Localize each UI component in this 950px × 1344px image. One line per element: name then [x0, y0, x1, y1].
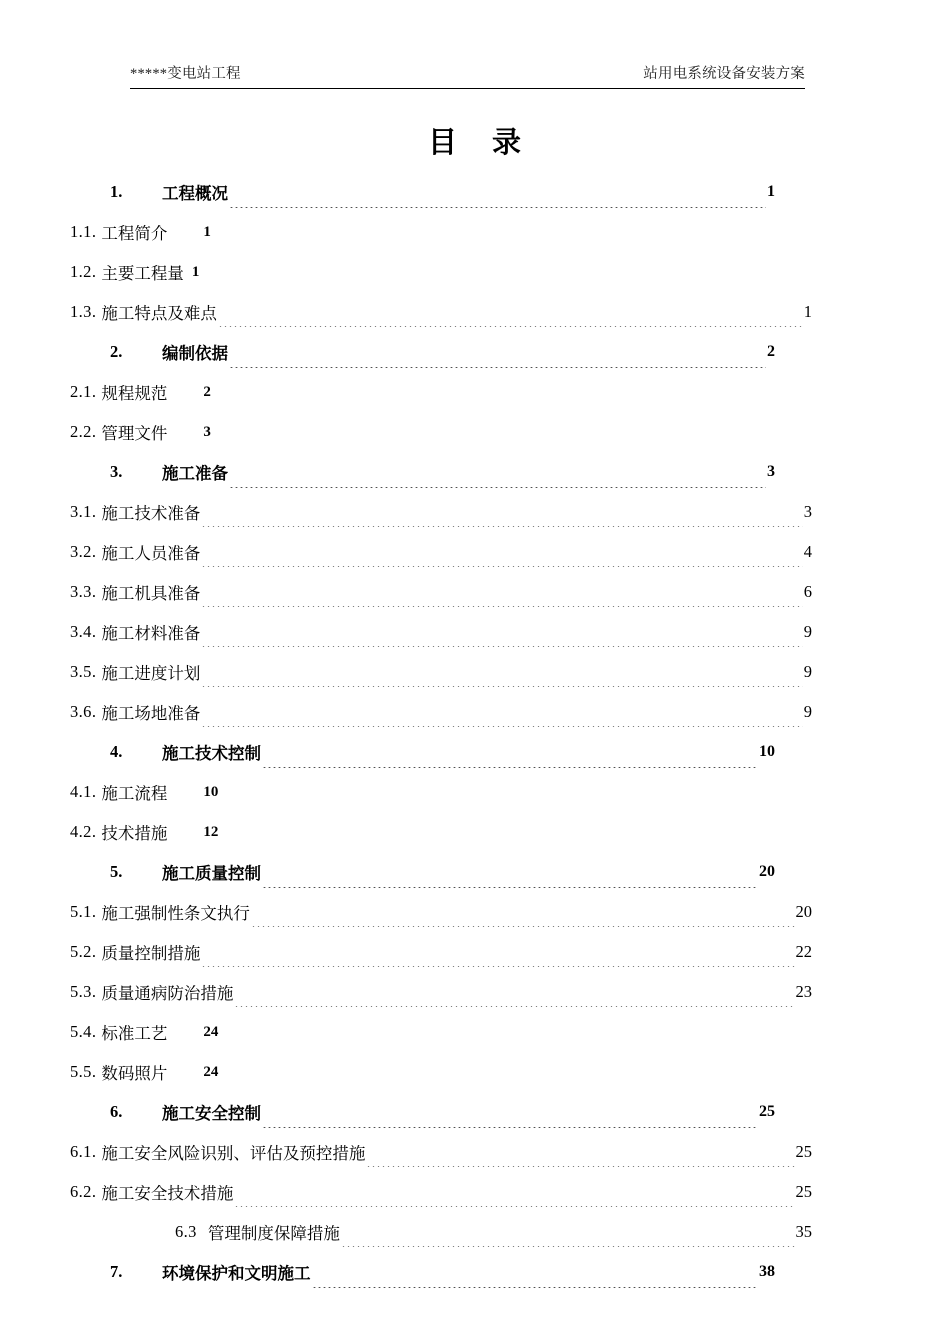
toc-entry-number: 5.2.: [70, 942, 97, 961]
toc-entry-number: 4.: [110, 742, 123, 761]
toc-entry[interactable]: [0, 772, 950, 812]
toc-entry-title: 环境保护和文明施工: [162, 1264, 311, 1283]
toc-entry[interactable]: [0, 212, 950, 252]
toc-entry-number: 7.: [110, 1262, 123, 1281]
toc-entry[interactable]: [0, 572, 950, 612]
header-document-title: 站用电系统设备安装方案: [643, 66, 805, 82]
page-title-char-2: 录: [492, 127, 523, 159]
toc-entry-title: 施工技术控制: [162, 744, 261, 763]
toc-entry[interactable]: [0, 932, 950, 972]
toc-entry-title: 质量通病防治措施: [101, 984, 234, 1003]
toc-entry-page-number: 24: [203, 1063, 219, 1080]
toc-entry-number: 5.3.: [70, 982, 97, 1001]
toc-entry[interactable]: [0, 372, 950, 412]
toc-entry[interactable]: [0, 452, 950, 492]
toc-entry[interactable]: [0, 1092, 950, 1132]
toc-entry-title: 施工准备: [162, 464, 228, 483]
toc-entry-title: 施工安全控制: [162, 1104, 261, 1123]
toc-entry[interactable]: [0, 892, 950, 932]
toc-dot-leader: [201, 566, 802, 567]
toc-entry-title: 施工场地准备: [101, 704, 201, 723]
toc-entry-number: 1.1.: [70, 222, 97, 241]
toc-entry-page-number: 25: [795, 1182, 812, 1201]
toc-entry-number: 3.1.: [70, 502, 97, 521]
toc-entry[interactable]: [0, 612, 950, 652]
toc-entry[interactable]: [0, 1172, 950, 1212]
toc-entry-title: 施工进度计划: [101, 664, 201, 683]
toc-entry-title: 施工强制性条文执行: [101, 904, 250, 923]
toc-entry-title: 质量控制措施: [101, 944, 201, 963]
toc-entry-title: 施工机具准备: [101, 584, 201, 603]
toc-dot-leader: [201, 966, 794, 967]
toc-dot-leader: [201, 686, 802, 687]
toc-dot-leader: [341, 1246, 795, 1247]
toc-entry-page-number: 4: [803, 542, 812, 561]
page-title: [0, 120, 950, 161]
header-project-name: *****变电站工程: [130, 66, 241, 82]
toc-entry-title: 数码照片: [101, 1064, 168, 1083]
toc-entry[interactable]: [0, 492, 950, 532]
toc-entry[interactable]: [0, 1052, 950, 1092]
toc-entry-page-number: 9: [803, 622, 812, 641]
toc-entry-title: 工程概况: [162, 184, 228, 203]
toc-entry-number: 2.2.: [70, 422, 97, 441]
toc-entry-number: 4.2.: [70, 822, 97, 841]
toc-entry[interactable]: [0, 1212, 950, 1252]
toc-entry-title: 主要工程量: [101, 264, 184, 283]
toc-dot-leader: [234, 1206, 794, 1207]
toc-entry-page-number: 9: [803, 662, 812, 681]
toc-dot-leader: [229, 367, 766, 368]
toc-entry-number: 3.3.: [70, 582, 97, 601]
toc-entry-page-number: 10: [203, 783, 219, 800]
toc-entry[interactable]: [0, 532, 950, 572]
toc-entry-title: 施工安全技术措施: [101, 1184, 234, 1203]
toc-entry-number: 6.: [110, 1102, 123, 1121]
toc-entry-number: 3.6.: [70, 702, 97, 721]
toc-entry-page-number: 3: [803, 502, 812, 521]
toc-entry-number: 5.1.: [70, 902, 97, 921]
toc-entry-title: 施工技术准备: [101, 504, 201, 523]
toc-entry[interactable]: [0, 692, 950, 732]
toc-entry-page-number: 1: [191, 263, 200, 280]
toc-entry[interactable]: [0, 972, 950, 1012]
toc-entry[interactable]: [0, 332, 950, 372]
toc-entry-page-number: 23: [795, 982, 812, 1001]
toc-dot-leader: [201, 526, 802, 527]
toc-entry-number: 1.3.: [70, 302, 97, 321]
toc-entry[interactable]: [0, 732, 950, 772]
toc-entry-title: 施工安全风险识别、评估及预控措施: [101, 1144, 366, 1163]
toc-dot-leader: [262, 767, 758, 768]
toc-entry-title: 施工质量控制: [162, 864, 261, 883]
toc-entry[interactable]: [0, 412, 950, 452]
toc-entry-page-number: 38: [759, 1263, 775, 1280]
toc-entry-title: 施工流程: [101, 784, 168, 803]
toc-entry-page-number: 3: [203, 423, 211, 440]
toc-dot-leader: [201, 726, 802, 727]
toc-dot-leader: [366, 1166, 794, 1167]
toc-dot-leader: [229, 487, 766, 488]
toc-entry-title: 施工人员准备: [101, 544, 201, 563]
toc-entry-number: 6.2.: [70, 1182, 97, 1201]
page-title-char-1: 目: [427, 127, 458, 159]
toc-dot-leader: [262, 887, 758, 888]
toc-entry-page-number: 9: [803, 702, 812, 721]
header-divider-rule: [130, 88, 805, 89]
toc-entry[interactable]: [0, 172, 950, 212]
toc-entry-page-number: 2: [203, 383, 211, 400]
toc-entry-number: 4.1.: [70, 782, 97, 801]
toc-entry-number: 5.5.: [70, 1062, 97, 1081]
toc-entry-page-number: 6: [803, 582, 812, 601]
toc-entry-page-number: 2: [767, 343, 775, 360]
toc-entry-page-number: 25: [795, 1142, 812, 1161]
toc-entry-title: 工程简介: [101, 224, 168, 243]
toc-entry-number: 3.5.: [70, 662, 97, 681]
toc-entry-page-number: 20: [759, 863, 775, 880]
toc-entry-page-number: 1: [203, 223, 211, 240]
toc-entry[interactable]: [0, 252, 950, 292]
document-header: [130, 62, 805, 83]
toc-entry-page-number: 24: [203, 1023, 219, 1040]
toc-dot-leader: [229, 207, 766, 208]
toc-dot-leader: [201, 646, 802, 647]
toc-entry-page-number: 12: [203, 823, 219, 840]
toc-entry-page-number: 22: [795, 942, 812, 961]
toc-entry[interactable]: [0, 812, 950, 852]
toc-entry-page-number: 25: [759, 1103, 775, 1120]
toc-entry-title: 管理制度保障措施: [207, 1224, 340, 1243]
toc-dot-leader: [251, 926, 795, 927]
toc-entry[interactable]: [0, 1252, 950, 1292]
toc-entry-title: 规程规范: [101, 384, 168, 403]
table-of-contents: [0, 172, 950, 1292]
toc-entry-number: 5.4.: [70, 1022, 97, 1041]
toc-entry-page-number: 3: [767, 463, 775, 480]
toc-entry-page-number: 20: [795, 902, 812, 921]
toc-entry[interactable]: [0, 1012, 950, 1052]
toc-entry[interactable]: [0, 292, 950, 332]
toc-entry-number: 1.2.: [70, 262, 97, 281]
toc-entry-number: 2.: [110, 342, 123, 361]
toc-entry-number: 1.: [110, 182, 123, 201]
toc-entry-page-number: 1: [767, 183, 775, 200]
toc-entry[interactable]: [0, 852, 950, 892]
toc-entry-number: 6.3: [175, 1222, 197, 1241]
toc-entry-page-number: 10: [759, 743, 775, 760]
toc-entry-title: 编制依据: [162, 344, 228, 363]
toc-entry-number: 3.2.: [70, 542, 97, 561]
toc-dot-leader: [262, 1127, 758, 1128]
toc-dot-leader: [234, 1006, 794, 1007]
toc-entry-number: 3.: [110, 462, 123, 481]
toc-entry-number: 6.1.: [70, 1142, 97, 1161]
toc-entry-title: 标准工艺: [101, 1024, 168, 1043]
toc-dot-leader: [218, 326, 803, 327]
toc-entry-title: 技术措施: [101, 824, 168, 843]
toc-entry[interactable]: [0, 1132, 950, 1172]
toc-entry-title: 管理文件: [101, 424, 168, 443]
toc-entry-title: 施工特点及难点: [101, 304, 217, 323]
toc-entry-page-number: 35: [795, 1222, 812, 1241]
toc-entry-number: 3.4.: [70, 622, 97, 641]
toc-entry-page-number: 1: [803, 302, 812, 321]
toc-entry[interactable]: [0, 652, 950, 692]
toc-entry-title: 施工材料准备: [101, 624, 201, 643]
toc-dot-leader: [201, 606, 802, 607]
toc-entry-number: 5.: [110, 862, 123, 881]
toc-dot-leader: [312, 1287, 759, 1288]
toc-entry-number: 2.1.: [70, 382, 97, 401]
